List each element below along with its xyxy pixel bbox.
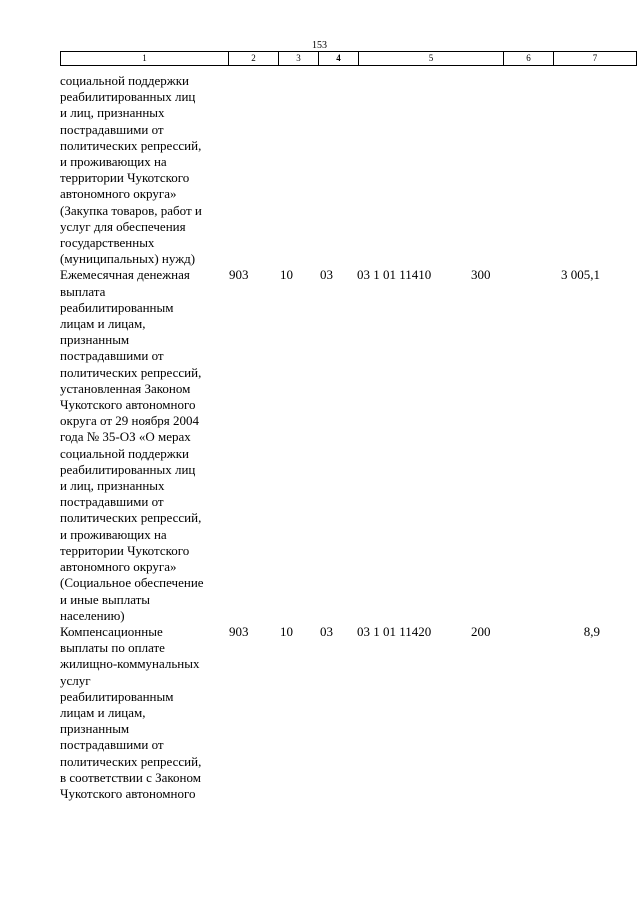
row-description xyxy=(60,267,228,623)
description-line: социальной поддержки xyxy=(60,73,189,88)
description-line: и иные выплаты xyxy=(60,591,151,607)
column-header-row xyxy=(61,52,637,66)
column-header-1: 1 xyxy=(61,52,229,66)
target-article-code-cell: 03 1 01 11420 xyxy=(357,623,432,639)
table-body xyxy=(60,73,600,802)
description-line: признанным xyxy=(60,332,130,348)
description-line: Чукотского автономного xyxy=(60,397,196,413)
description-line: политических репрессий, xyxy=(60,137,202,153)
description-line: признанным xyxy=(60,721,130,737)
section-code-cell: 10 xyxy=(280,267,293,283)
description-line: пострадавшими от xyxy=(60,494,164,510)
description-line: выплаты по оплате xyxy=(60,640,165,656)
description-line: реабилитированных лиц xyxy=(60,461,196,477)
description-line: года № 35-ОЗ «О мерах xyxy=(60,429,191,445)
subsection-code-cell: 03 xyxy=(320,623,333,639)
column-header-2: 2 xyxy=(229,52,279,66)
description-line: Ежемесячная денежная xyxy=(60,267,190,283)
description-line: (Закупка товаров, работ и xyxy=(60,202,202,218)
description-line: округа от 29 ноября 2004 xyxy=(60,413,200,429)
description-line: услуг для обеспечения xyxy=(60,218,186,234)
description-line: социальной поддержки xyxy=(60,445,189,461)
table-row xyxy=(60,624,600,802)
description-line: услуг xyxy=(60,672,91,688)
target-article-code-cell: 03 1 01 11410 xyxy=(357,267,432,283)
description-line: реабилитированных лиц xyxy=(60,89,196,105)
description-line: политических репрессий, xyxy=(60,364,202,380)
description-line: (муниципальных) нужд) xyxy=(60,251,196,267)
description-line: государственных xyxy=(60,235,155,251)
description-line: реабилитированным xyxy=(60,688,174,704)
description-line: пострадавшими от xyxy=(60,737,164,753)
admin-code-cell: 903 xyxy=(229,623,249,639)
description-line: и проживающих на xyxy=(60,526,167,542)
description-line: реабилитированным xyxy=(60,299,174,315)
column-header-4: 4 xyxy=(319,52,359,66)
description-line: лицам и лицам, xyxy=(60,704,146,720)
description-line: пострадавшими от xyxy=(60,121,164,137)
admin-code-cell: 903 xyxy=(229,267,249,283)
page-number: 153 xyxy=(312,40,327,51)
description-line: политических репрессий, xyxy=(60,753,202,769)
description-line: Компенсационные xyxy=(60,623,163,639)
description-line: пострадавшими от xyxy=(60,348,164,364)
description-line: и лиц, признанных xyxy=(60,478,165,494)
expense-type-code-cell: 200 xyxy=(471,623,491,639)
description-line: автономного округа» xyxy=(60,186,177,202)
expense-type-code-cell: 300 xyxy=(471,267,491,283)
row-description xyxy=(60,624,228,802)
table-row xyxy=(60,267,600,623)
description-line: жилищно-коммунальных xyxy=(60,656,200,672)
section-code-cell: 10 xyxy=(280,623,293,639)
description-line: политических репрессий, xyxy=(60,510,202,526)
description-line: лицам и лицам, xyxy=(60,316,146,332)
description-line: территории Чукотского xyxy=(60,170,190,186)
amount-cell: 3 005,1 xyxy=(561,267,600,283)
amount-cell: 8,9 xyxy=(583,623,600,639)
description-line: в соответствии с Законом xyxy=(60,769,201,785)
description-line: автономного округа» xyxy=(60,559,177,575)
description-line: населению) xyxy=(60,607,125,623)
description-line: и проживающих на xyxy=(60,154,167,170)
column-header-3: 3 xyxy=(279,52,319,66)
description-line: территории Чукотского xyxy=(60,542,190,558)
row-description xyxy=(60,73,228,267)
description-line: (Социальное обеспечение xyxy=(60,575,204,591)
column-header-7: 7 xyxy=(554,52,637,66)
column-header-5: 5 xyxy=(359,52,504,66)
table-row xyxy=(60,73,600,267)
description-line: установленная Законом xyxy=(60,380,191,396)
subsection-code-cell: 03 xyxy=(320,267,333,283)
description-line: Чукотского автономного xyxy=(60,785,196,801)
description-line: и лиц, признанных xyxy=(60,105,165,121)
column-header-6: 6 xyxy=(504,52,554,66)
description-line: выплата xyxy=(60,283,106,299)
column-header-table xyxy=(60,51,637,66)
